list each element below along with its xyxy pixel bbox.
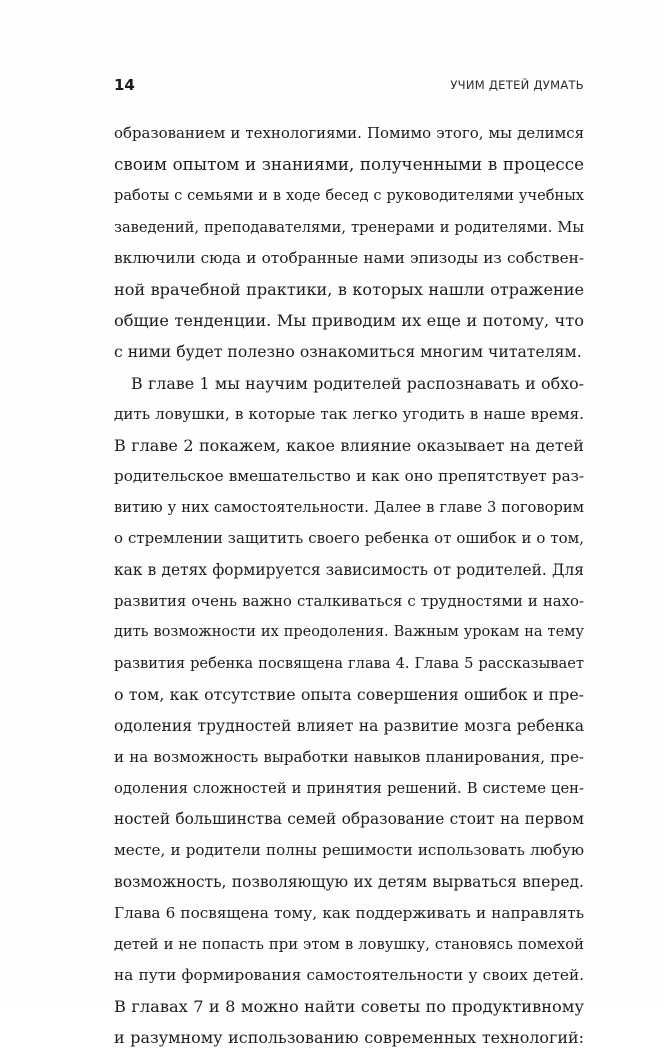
paragraph-start-line: В главе 1 мы научим родителей распознавать и обхо-	[131, 373, 584, 393]
text-line: ной врачебной практики, в которых нашли отражение	[114, 279, 584, 299]
text-line: В главе 2 покажем, какое влияние оказывает на детей	[114, 435, 584, 455]
text-line: одоления сложностей и принятия решений. В системе цен-	[114, 779, 584, 797]
text-line: ностей большинства семей образование стоит на первом	[114, 810, 584, 829]
text-line: возможность, позволяющую их детям вырваться вперед.	[114, 872, 584, 891]
text-line: родительское вмешательство и как оно препятствует раз-	[114, 467, 584, 486]
page-number: 14	[114, 76, 135, 94]
text-line: и на возможность выработки навыков планирования, пре-	[114, 747, 584, 766]
text-line: работы с семьями и в ходе бесед с руководителями учебных	[114, 187, 584, 205]
text-line: одоления трудностей влияет на развитие мозга ребенка	[114, 716, 584, 735]
text-line: Глава 6 посвящена тому, как поддерживать и направлять	[114, 903, 584, 922]
paragraph-end-line: с ними будет полезно ознакомиться многим читателям.	[114, 342, 582, 362]
text-line: о стремлении защитить своего ребенка от ошибок и о том,	[114, 529, 584, 548]
text-line: общие тенденции. Мы приводим их еще и потому, что	[114, 311, 584, 331]
text-line: дить ловушки, в которые так легко угодить в наше время.	[114, 404, 584, 423]
text-line: и разумному использованию современных технологий:	[114, 1028, 584, 1048]
text-line: своим опытом и знаниями, полученными в процессе	[114, 154, 584, 175]
text-line: о том, как отсутствие опыта совершения ошибок и пре-	[114, 685, 584, 705]
text-line: заведений, преподавателями, тренерами и родителями. Мы	[114, 218, 584, 236]
text-line: детей и не попасть при этом в ловушку, становясь помехой	[114, 935, 584, 953]
text-line: дить возможности их преодоления. Важным урокам на тему	[114, 624, 584, 640]
text-line: включили сюда и отобранные нами эпизоды из собствен-	[114, 248, 584, 267]
text-line: на пути формирования самостоятельности у своих детей.	[114, 966, 584, 985]
text-line: образованием и технологиями. Помимо этого, мы делимся	[114, 124, 584, 142]
text-line: месте, и родители полны решимости использовать любую	[114, 841, 584, 860]
body-text	[114, 118, 584, 1054]
text-line: как в детях формируется зависимость от родителей. Для	[114, 560, 584, 579]
running-title: УЧИМ ДЕТЕЙ ДУМАТЬ	[450, 78, 584, 92]
text-line: развития очень важно сталкиваться с трудностями и нахо-	[114, 591, 584, 610]
text-line: развития ребенка посвящена глава 4. Глава 5 рассказывает	[114, 655, 584, 673]
text-line: витию у них самостоятельности. Далее в главе 3 поговорим	[114, 499, 584, 517]
text-line: В главах 7 и 8 можно найти советы по продуктивному	[114, 997, 584, 1017]
page-header	[114, 76, 584, 98]
